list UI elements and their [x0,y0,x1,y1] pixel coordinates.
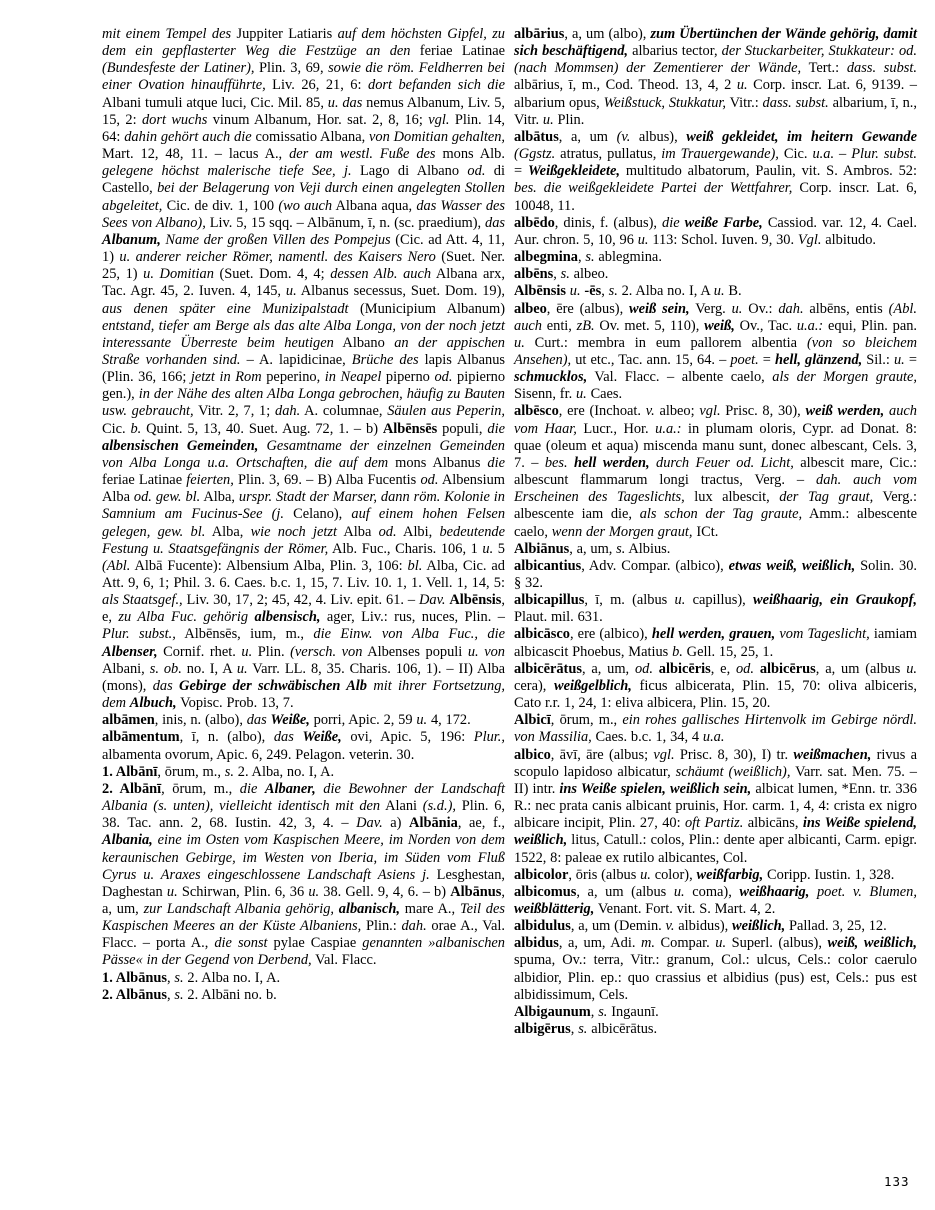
dictionary-entry: albārius, a, um (albo), zum Übertünchen der Wände gehörig, damit sich beschäftigend, albarius tector, der Stuckarbeiter, Stukkateur: od. (nach Mommsen) der Zementierer der Wände, Tert.: dass. subst. albārius, ī, m., Cod. Theod. 13, 4, 2 u. Corp. inscr. Lat. 6, 9139. – albarium opus, Weißstuck, Stukkatur, Vitr.: dass. subst. albarium, ī, n., Vitr. u. Plin. [514,26,917,128]
dictionary-entry: albidulus, a, um (Demin. v. albidus), weißlich, Pallad. 3, 25, 12. [514,918,887,935]
dictionary-entry: albicāsco, ere (albico), hell werden, grauen, vom Tageslicht, iamiam albicascit Phoebus, Matius b. Gell. 15, 25, 1. [514,626,917,660]
page-number: 133 [884,1174,910,1189]
dictionary-entry: albeo, ēre (albus), weiß sein, Verg. u. Ov.: dah. albēns, entis (Abl. auch enti, zB. Ov. met. 5, 110), weiß, Ov., Tac. u.a.: equi, Plin. pan. u. Curt.: membra in eum pallorem albentia (von so bleichem Ansehen), ut etc., Tac. ann. 15, 64. – poet. = hell, glänzend, Sil.: u. = schmucklos, Val. Flacc. – albente caelo, als der Morgen graute, Sisenn, fr. u. Caes. [514,300,917,403]
dictionary-entry: 1. Albānus, s. 2. Alba no. I, A. [102,969,281,986]
dictionary-entry: Albigaunum, s. Ingaunī. [514,1003,659,1020]
dictionary-entry: mit einem Tempel des Juppiter Latiaris auf dem höchsten Gipfel, zu dem ein gepflasterter Weg die Festzüge an den feriae Latinae (Bundesfeste der Latiner), Plin. 3, 69, sowie die röm. Feldherren bei einer Ovation hinaufführte, Liv. 26, 21, 6: dort befanden sich die Albani tumuli atque luci, Cic. Mil. 85, u. das nemus Albanum, Liv. 5, 15, 2: dort wuchs vinum Albanum, Hor. sat. 2, 8, 16; vgl. Plin. 14, 64: dahin gehört auch die comissatio Albana, von Domitian gehalten, Mart. 12, 48, 11. – lacus A., der am westl. Fuße des mons Alb. gelegene höchst malerische tiefe See, j. Lago di Albano od. di Castello, bei der Belagerung von Veji durch einen angelegten Stollen abgeleitet, Cic. de div. 1, 100 (wo auch Albana aqua, das Wasser des Sees von Albano), Liv. 5, 15 sqq. – Albānum, ī, n. (sc. praedium), das Albanum, Name der großen Villen des Pompejus (Cic. ad Att. 4, 11, 1) u. anderer reicher Römer, namentl. des Kaisers Nero (Suet. Ner. 25, 1) u. Domitian (Suet. Dom. 4, 4; dessen Alb. auch Albana arx, Tac. Agr. 45, 2. Iuven. 4, 145, u. Albanus secessus, Suet. Dom. 19), aus denen später eine Munizipalstadt (Municipium Albanum) entstand, tiefer am Berge als das alte Alba Longa, von der noch jetzt interessante Überreste beim heutigen Albano an der appischen Straße vorhanden sind. – A. lapidicinae, Brüche des lapis Albanus (Plin. 36, 166; jetzt in Rom peperino, in Neapel piperno od. pipierno gen.), in der Nähe des alten Alba Longa gebrochen, häufig zu Bauten usw. gebraucht, Vitr. 2, 7, 1; dah. A. columnae, Säulen aus Peperin, Cic. b. Quint. 5, 13, 40. Suet. Aug. 72, 1. – b) Albēnsēs populi, die albensischen Gemeinden, Gesamtname der einzelnen Gemeinden von Alba Longa u.a. Ortschaften, die auf dem mons Albanus die feriae Latinae feierten, Plin. 3, 69. – B) Alba Fucentis od. Albensium Alba od. gew. bl. Alba, urspr. Stadt der Marser, dann röm. Kolonie in Samnium am Fucinus-See (j. Celano), auf einem hohen Felsen gelegen, gew. bl. Alba, wie noch jetzt Alba od. Albi, bedeutende Festung u. Staatsgefängnis der Römer, Alb. Fuc., Charis. 106, 1 u. 5 (Abl. Albā Fucente): Albensium Alba, Plin. 3, 106: bl. Alba, Cic. ad Att. 9, 6, 1; Phil. 3. 6. Caes. b.c. 1, 15, 7. Liv. 10. 1, 1. Vell. 1, 14, 5: als Staatsgef., Liv. 30, 17, 2; 45, 42, 4. Liv. epit. 61. – Dav. Albēnsis, e, zu Alba Fuc. gehörig albensisch, ager, Liv.: rus, nuces, Plin. – Plur. subst., Albēnsēs, ium, m., die Einw. von Alba Fuc., die Albenser, Cornif. rhet. u. Plin. (versch. von Albenses populi u. von Albani, s. ob. no. I, A u. Varr. LL. 8, 35. Charis. 106, 1). – II) Alba (mons), das Gebirge der schwäbischen Alb mit ihrer Fortsetzung, dem Albuch, Vopisc. Prob. 13, 7. [102,26,506,712]
dictionary-entry: albēns, s. albeo. [514,266,609,283]
dictionary-entry: Albicī, ōrum, m., ein rohes gallisches Hirtenvolk im Gebirge nördl. von Massilia, Caes. b.c. 1, 34, 4 u.a. [514,712,917,746]
dictionary-entry: albicantius, Adv. Compar. (albico), etwas weiß, weißlich, Solin. 30. § 32. [514,557,917,591]
dictionary-entry: albicolor, ōris (albus u. color), weißfarbig, Coripp. Iustin. 1, 328. [514,866,895,883]
dictionary-entry: Albiānus, a, um, s. Albius. [514,540,671,557]
dictionary-entry: albico, āvī, āre (albus; vgl. Prisc. 8, 30), I) tr. weißmachen, rivus a scopulo lapidoso albicatur, schäumt (weißlich), Varr. sat. Men. 75. – II) intr. ins Weiße spielen, weißlich sein, albicat lumen, *Enn. tr. 336 R.: nec prata canis albicant pruinis, Hor. carm. 1, 4, 4: crista ex nigro albicare incipit, Plin. 27, 40: oft Partiz. albicāns, ins Weiße spielend, weißlich, litus, Catull.: colos, Plin.: dente aper albicanti, Carm. epigr. 1522, 8: paleae ex rutilo albicantes, Col. [514,746,918,866]
dictionary-entry: 2. Albānī, ōrum, m., die Albaner, die Bewohner der Landschaft Albania (s. unten), vielleicht identisch mit den Alani (s.d.), Plin. 6, 38. Tac. ann. 2, 68. Iustin. 42, 3, 4. – Dav. a) Albānia, ae, f., Albania, eine im Osten vom Kaspischen Meere, im Norden von dem keraunischen Gebirge, im Westen von Iberia, im Süden vom Fluß Cyrus u. Araxes eingeschlossene Landschaft Asiens j. Lesghestan, Daghestan u. Schirwan, Plin. 6, 36 u. 38. Gell. 9, 4, 6. – b) Albānus, a, um, zur Landschaft Albania gehörig, albanisch, mare A., Teil des Kaspischen Meeres an der Küste Albaniens, Plin.: dah. orae A., Val. Flacc. – porta A., die sonst pylae Caspiae genannten »albanischen Pässe« in der Gegend von Derbend, Val. Flacc. [102,780,506,969]
dictionary-entry: 1. Albānī, ōrum, m., s. 2. Alba, no. I, A. [102,763,335,780]
dictionary-entry: albātus, a, um (v. albus), weiß gekleidet, im heitern Gewande (Ggstz. atratus, pullatus, im Trauergewande), Cic. u.a. – Plur. subst. = Weißgekleidete, multitudo albatorum, Paulin, vit. S. Ambros. 52: bes. die weißgekleidete Partei der Wettfahrer, Corp. inscr. Lat. 6, 10048, 11. [514,128,918,214]
dictionary-entry: albicomus, a, um (albus u. coma), weißhaarig, poet. v. Blumen, weißblätterig, Venant. Fort. vit. S. Mart. 4, 2. [514,883,917,917]
dictionary-entry: 2. Albānus, s. 2. Albāni no. b. [102,986,277,1003]
dictionary-entry: albegmina, s. ablegmina. [514,249,662,266]
dictionary-entry: albicērātus, a, um, od. albicēris, e, od. albicērus, a, um (albus u. cera), weißgelblich, ficus albicerata, Plin. 15, 70: oliva albiceris, Cato r.r. 1, 24, 1: eliva albicera, Plin. 15, 20. [514,660,917,712]
dictionary-entry: albāmen, inis, n. (albo), das Weiße, porri, Apic. 2, 59 u. 4, 172. [102,712,471,729]
dictionary-entry: Albēnsis u. -ēs, s. 2. Alba no. I, A u. B. [514,283,742,300]
dictionary-entry: albigērus, s. albicērātus. [514,1021,658,1038]
dictionary-entry: albidus, a, um, Adi. m. Compar. u. Superl. (albus), weiß, weißlich, spuma, Ov.: terra, Vitr.: granum, Col.: ulcus, Cels.: color caerulo albidior, Plin. ep.: quo crassius et albidius (pus) est, Cels.: pus est albidissimum, Cels. [514,935,917,1003]
dictionary-entry: albāmentum, ī, n. (albo), das Weiße, ovi, Apic. 5, 196: Plur., albamenta ovorum, Apic. 6, 249. Pelagon. veterin. 30. [102,729,505,763]
right-column [514,26,917,1038]
dictionary-entry: albicapillus, ī, m. (albus u. capillus), weißhaarig, ein Graukopf, Plaut. mil. 631. [514,592,917,626]
left-column [102,26,505,1004]
dictionary-entry: albēsco, ere (Inchoat. v. albeo; vgl. Prisc. 8, 30), weiß werden, auch vom Haar, Lucr., Hor. u.a.: in plumam oloris, Cypr. ad Donat. 8: quae (oleum et aqua) miscenda manu sunt, donec albescant, Cels. 3, 7. – bes. hell werden, durch Feuer od. Licht, albescit mare, Cic.: albescunt flammarum longi tractus, Verg. – dah. auch vom Erscheinen des Tageslichts, lux albescit, der Tag graut, Verg.: albescente iam die, als schon der Tag graute, Amm.: albescente caelo, wenn der Morgen graut, ICt. [514,403,917,540]
dictionary-entry: albēdo, dinis, f. (albus), die weiße Farbe, Cassiod. var. 12, 4. Cael. Aur. chron. 5, 10, 96 u. 113: Schol. Iuven. 9, 30. Vgl. albitudo. [514,214,917,248]
